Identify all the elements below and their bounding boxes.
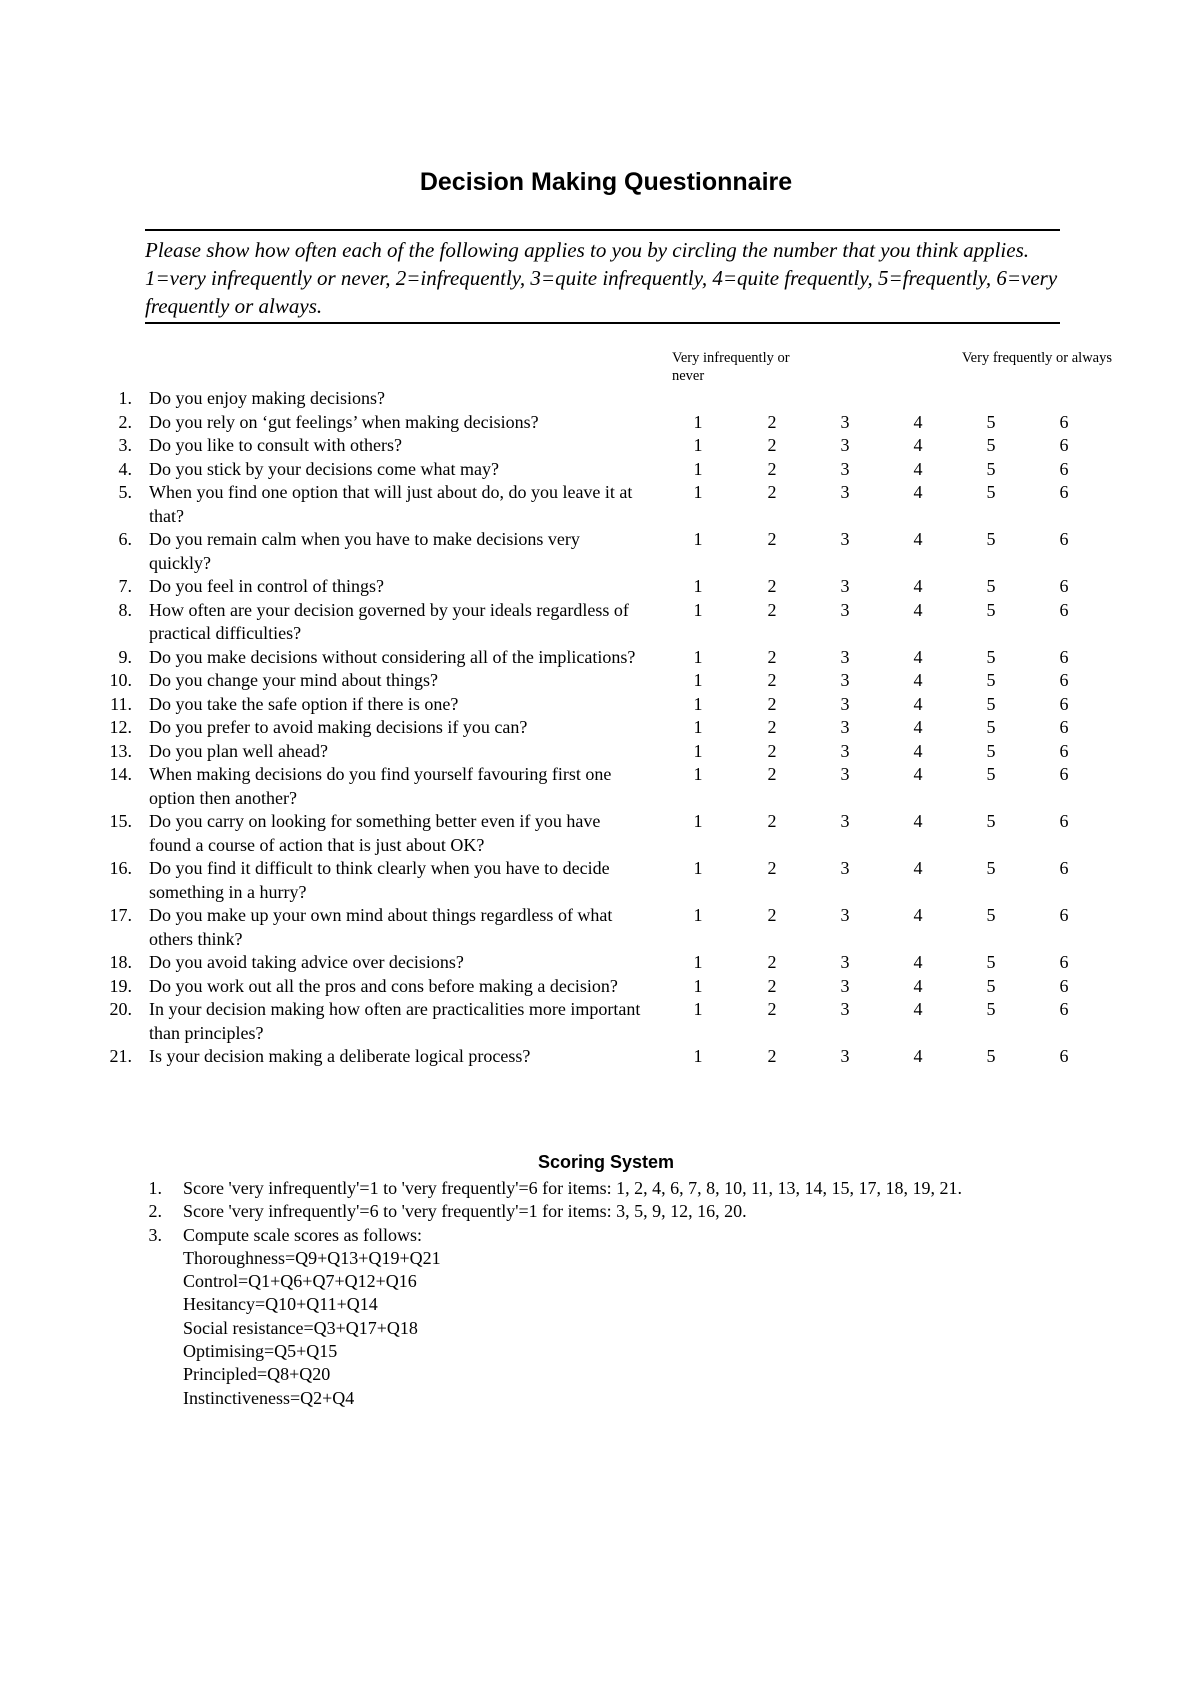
rating-option-4[interactable]: 4: [913, 599, 923, 620]
rating-option-4[interactable]: 4: [913, 458, 923, 479]
formula-optimising: Optimising=Q5+Q15: [183, 1341, 338, 1362]
rating-option-5[interactable]: 5: [986, 458, 996, 479]
rating-option-1[interactable]: 1: [693, 693, 703, 714]
rating-option-5[interactable]: 5: [986, 529, 996, 549]
rating-option-1[interactable]: 1: [693, 811, 703, 831]
question-row: [0, 904, 1200, 951]
question-number: 15.: [109, 811, 132, 831]
rating-option-3[interactable]: 3: [840, 717, 850, 737]
rating-option-5[interactable]: 5: [986, 576, 996, 596]
question-row: [0, 716, 1200, 740]
rating-option-3[interactable]: 3: [840, 529, 850, 549]
question-row: [0, 975, 1200, 999]
rating-option-2[interactable]: 2: [767, 764, 777, 784]
question-text: Do you plan well ahead?: [149, 740, 328, 761]
rating-option-3[interactable]: 3: [840, 764, 850, 784]
question-number: 13.: [109, 740, 132, 761]
rating-option-4[interactable]: 4: [913, 811, 923, 831]
question-row: [0, 810, 1200, 857]
rating-option-1[interactable]: 1: [693, 740, 703, 761]
scoring-section: [0, 1177, 1200, 1410]
question-number: 4.: [118, 458, 132, 479]
rating-option-4[interactable]: 4: [913, 670, 923, 690]
question-row: [0, 1045, 1200, 1069]
rating-option-4[interactable]: 4: [913, 693, 923, 714]
question-row: [0, 740, 1200, 764]
question-text: Do you find it difficult to think clearly when you have to decide something in a hurry?: [149, 858, 610, 902]
question-text: Do you enjoy making decisions?: [149, 388, 385, 408]
question-row: [0, 951, 1200, 975]
question-number: 20.: [109, 999, 132, 1019]
rating-option-2[interactable]: 2: [767, 482, 777, 502]
question-number: 8.: [118, 599, 132, 620]
rating-option-1[interactable]: 1: [693, 411, 703, 432]
question-text: Do you remain calm when you have to make decisions very quickly?: [149, 529, 580, 573]
rating-option-4[interactable]: 4: [913, 529, 923, 549]
question-text: Do you stick by your decisions come what may?: [149, 458, 499, 479]
question-row: [0, 693, 1200, 717]
rating-option-3[interactable]: 3: [840, 1046, 850, 1066]
rating-option-6[interactable]: 6: [1059, 458, 1069, 479]
rating-option-5[interactable]: 5: [986, 811, 996, 831]
rating-option-6[interactable]: 6: [1059, 599, 1069, 620]
rating-option-6[interactable]: 6: [1059, 1046, 1069, 1066]
question-text: In your decision making how often are practicalities more important than principles?: [149, 999, 641, 1043]
rating-option-2[interactable]: 2: [767, 599, 777, 620]
rating-option-1[interactable]: 1: [693, 482, 703, 502]
formula-instinctiveness: Instinctiveness=Q2+Q4: [183, 1387, 355, 1408]
rating-option-3[interactable]: 3: [840, 693, 850, 714]
rating-option-1[interactable]: 1: [693, 975, 703, 996]
question-text: When you find one option that will just about do, do you leave it at that?: [149, 482, 633, 526]
page-title: Decision Making Questionnaire: [419, 168, 793, 196]
question-number: 21.: [109, 1046, 132, 1066]
question-number: 17.: [109, 905, 132, 925]
question-number: 7.: [118, 576, 132, 596]
rating-option-1[interactable]: 1: [693, 435, 703, 455]
question-row: [0, 646, 1200, 670]
scale-left-label: Very infrequently or never: [672, 350, 790, 384]
rating-option-3[interactable]: 3: [840, 952, 850, 972]
question-text: Do you rely on ‘gut feelings’ when making decisions?: [149, 411, 539, 432]
question-number: 18.: [109, 952, 132, 972]
rating-option-3[interactable]: 3: [840, 905, 850, 925]
question-number: 9.: [118, 646, 132, 667]
question-row: [0, 528, 1200, 575]
question-text: When making decisions do you find yourself favouring first one option then another?: [149, 764, 612, 808]
rating-option-5[interactable]: 5: [986, 858, 996, 878]
question-text: Do you take the safe option if there is one?: [149, 693, 459, 714]
rating-option-3[interactable]: 3: [840, 599, 850, 620]
rating-option-2[interactable]: 2: [767, 458, 777, 479]
rating-option-5[interactable]: 5: [986, 670, 996, 690]
rating-option-4[interactable]: 4: [913, 1046, 923, 1066]
question-row: [0, 599, 1200, 646]
rating-option-6[interactable]: 6: [1059, 693, 1069, 714]
rating-option-5[interactable]: 5: [986, 693, 996, 714]
rating-option-4[interactable]: 4: [913, 717, 923, 737]
scoring-item-number: 1.: [148, 1178, 162, 1198]
scoring-item-number: 3.: [148, 1224, 162, 1245]
scoring-item: [0, 1224, 1200, 1247]
rating-option-4[interactable]: 4: [913, 411, 923, 432]
question-number: 10.: [109, 670, 132, 690]
rating-option-3[interactable]: 3: [840, 576, 850, 596]
rating-option-5[interactable]: 5: [986, 952, 996, 972]
question-text: Do you prefer to avoid making decisions if you can?: [149, 717, 528, 737]
rating-option-2[interactable]: 2: [767, 858, 777, 878]
question-text: Do you feel in control of things?: [149, 576, 384, 596]
rating-option-3[interactable]: 3: [840, 482, 850, 502]
rating-option-1[interactable]: 1: [693, 717, 703, 737]
rating-option-5[interactable]: 5: [986, 717, 996, 737]
rating-option-4[interactable]: 4: [913, 905, 923, 925]
question-text: Do you work out all the pros and cons before making a decision?: [149, 975, 618, 996]
question-number: 3.: [118, 435, 132, 455]
scoring-item-text: Score 'very infrequently'=1 to 'very frequently'=6 for items: 1, 2, 4, 6, 7, 8, 10, 11, 13, 14, 15, 17, 18, 19, 21.: [183, 1178, 962, 1198]
rating-option-4[interactable]: 4: [913, 952, 923, 972]
rating-option-4[interactable]: 4: [913, 435, 923, 455]
rating-option-2[interactable]: 2: [767, 952, 777, 972]
rating-option-6[interactable]: 6: [1059, 411, 1069, 432]
rating-option-4[interactable]: 4: [913, 999, 923, 1019]
rating-option-6[interactable]: 6: [1059, 952, 1069, 972]
rating-option-2[interactable]: 2: [767, 576, 777, 596]
scale-right-label: Very frequently or always: [961, 350, 1112, 366]
rating-option-2[interactable]: 2: [767, 529, 777, 549]
rating-option-2[interactable]: 2: [767, 740, 777, 761]
rating-option-1[interactable]: 1: [693, 458, 703, 479]
rating-option-2[interactable]: 2: [767, 693, 777, 714]
rating-option-4[interactable]: 4: [913, 646, 923, 667]
question-number: 2.: [118, 411, 132, 432]
rating-option-4[interactable]: 4: [913, 764, 923, 784]
rating-option-4[interactable]: 4: [913, 740, 923, 761]
rating-option-6[interactable]: 6: [1059, 717, 1069, 737]
rating-option-2[interactable]: 2: [767, 905, 777, 925]
question-text: Is your decision making a deliberate logical process?: [149, 1046, 531, 1066]
rating-option-6[interactable]: 6: [1059, 670, 1069, 690]
question-row: [0, 387, 1200, 411]
question-row: [0, 481, 1200, 528]
rating-option-1[interactable]: 1: [693, 1046, 703, 1066]
formula-control: Control=Q1+Q6+Q7+Q12+Q16: [183, 1271, 417, 1292]
question-number: 16.: [109, 858, 132, 878]
question-row: [0, 411, 1200, 435]
rating-option-5[interactable]: 5: [986, 975, 996, 996]
question-text: Do you change your mind about things?: [149, 670, 438, 690]
rating-option-6[interactable]: 6: [1059, 482, 1069, 502]
question-number: 6.: [118, 529, 132, 549]
rating-option-2[interactable]: 2: [767, 670, 777, 690]
question-number: 12.: [109, 717, 132, 737]
formula-principled: Principled=Q8+Q20: [183, 1364, 331, 1385]
rating-option-5[interactable]: 5: [986, 1046, 996, 1066]
question-number: 1.: [118, 388, 132, 408]
rating-option-6[interactable]: 6: [1059, 529, 1069, 549]
rating-option-2[interactable]: 2: [767, 999, 777, 1019]
rating-option-6[interactable]: 6: [1059, 999, 1069, 1019]
rating-option-6[interactable]: 6: [1059, 435, 1069, 455]
rating-option-6[interactable]: 6: [1059, 858, 1069, 878]
rating-option-1[interactable]: 1: [693, 952, 703, 972]
rating-option-3[interactable]: 3: [840, 811, 850, 831]
question-number: 5.: [118, 482, 132, 502]
rating-option-5[interactable]: 5: [986, 905, 996, 925]
scoring-title: Scoring System: [537, 1152, 675, 1172]
question-number: 19.: [109, 975, 132, 996]
rating-option-6[interactable]: 6: [1059, 646, 1069, 667]
rating-option-2[interactable]: 2: [767, 1046, 777, 1066]
question-row: [0, 998, 1200, 1045]
rating-option-5[interactable]: 5: [986, 482, 996, 502]
rating-option-1[interactable]: 1: [693, 905, 703, 925]
rating-option-3[interactable]: 3: [840, 858, 850, 878]
rating-option-5[interactable]: 5: [986, 411, 996, 432]
question-row: [0, 575, 1200, 599]
rating-option-4[interactable]: 4: [913, 576, 923, 596]
rating-option-5[interactable]: 5: [986, 646, 996, 667]
rating-option-2[interactable]: 2: [767, 411, 777, 432]
scoring-item-number: 2.: [148, 1201, 162, 1222]
rating-option-5[interactable]: 5: [986, 740, 996, 761]
rating-option-1[interactable]: 1: [693, 670, 703, 690]
question-row: [0, 857, 1200, 904]
scoring-item: [0, 1177, 1200, 1200]
question-text: How often are your decision governed by your ideals regardless of practical difficulties?: [149, 599, 629, 643]
rating-option-6[interactable]: 6: [1059, 764, 1069, 784]
question-number: 14.: [109, 764, 132, 784]
question-text: Do you make decisions without considering all of the implications?: [149, 646, 636, 667]
question-number: 11.: [110, 693, 132, 714]
instructions: Please show how often each of the following applies to you by circling the number that you think applies. 1=very infrequently or never, 2=infrequently, 3=quite infrequently, 4=quite frequently, 5=frequently, 6=very frequently or always.: [145, 229, 1060, 324]
rating-option-6[interactable]: 6: [1059, 905, 1069, 925]
rating-option-3[interactable]: 3: [840, 975, 850, 996]
formula-hesitancy: Hesitancy=Q10+Q11+Q14: [183, 1294, 378, 1315]
rating-option-1[interactable]: 1: [693, 858, 703, 878]
rating-option-4[interactable]: 4: [913, 482, 923, 502]
scoring-item-text: Score 'very infrequently'=6 to 'very frequently'=1 for items: 3, 5, 9, 12, 16, 20.: [183, 1201, 747, 1222]
question-list: [0, 387, 1200, 1069]
rating-option-1[interactable]: 1: [693, 529, 703, 549]
rating-option-1[interactable]: 1: [693, 999, 703, 1019]
rating-option-3[interactable]: 3: [840, 740, 850, 761]
rating-option-2[interactable]: 2: [767, 811, 777, 831]
formula-thoroughness: Thoroughness=Q9+Q13+Q19+Q21: [183, 1247, 441, 1268]
rating-option-2[interactable]: 2: [767, 717, 777, 737]
question-text: Do you carry on looking for something better even if you have found a course of action that is just about OK?: [149, 811, 601, 855]
rating-option-1[interactable]: 1: [693, 576, 703, 596]
rating-option-1[interactable]: 1: [693, 764, 703, 784]
question-text: Do you make up your own mind about things regardless of what others think?: [149, 905, 613, 949]
question-row: [0, 763, 1200, 810]
rating-option-4[interactable]: 4: [913, 858, 923, 878]
rating-option-3[interactable]: 3: [840, 646, 850, 667]
rating-option-6[interactable]: 6: [1059, 740, 1069, 761]
scoring-item: [0, 1200, 1200, 1223]
rating-option-6[interactable]: 6: [1059, 576, 1069, 596]
rating-option-6[interactable]: 6: [1059, 975, 1069, 996]
rating-option-3[interactable]: 3: [840, 999, 850, 1019]
rating-option-3[interactable]: 3: [840, 435, 850, 455]
rating-option-5[interactable]: 5: [986, 435, 996, 455]
rating-option-5[interactable]: 5: [986, 764, 996, 784]
question-text: Do you avoid taking advice over decisions?: [149, 952, 464, 972]
rating-option-1[interactable]: 1: [693, 599, 703, 620]
question-row: [0, 434, 1200, 458]
rating-option-6[interactable]: 6: [1059, 811, 1069, 831]
rating-option-4[interactable]: 4: [913, 975, 923, 996]
rating-option-3[interactable]: 3: [840, 670, 850, 690]
rating-option-2[interactable]: 2: [767, 975, 777, 996]
rating-option-2[interactable]: 2: [767, 435, 777, 455]
rating-option-2[interactable]: 2: [767, 646, 777, 667]
rating-option-5[interactable]: 5: [986, 999, 996, 1019]
question-text: Do you like to consult with others?: [149, 435, 402, 455]
question-row: [0, 669, 1200, 693]
rating-option-3[interactable]: 3: [840, 458, 850, 479]
rating-option-1[interactable]: 1: [693, 646, 703, 667]
question-row: [0, 458, 1200, 482]
rating-option-3[interactable]: 3: [840, 411, 850, 432]
formula-social-resistance: Social resistance=Q3+Q17+Q18: [183, 1317, 418, 1338]
rating-option-5[interactable]: 5: [986, 599, 996, 620]
scoring-item-text: Compute scale scores as follows:: [183, 1224, 422, 1245]
